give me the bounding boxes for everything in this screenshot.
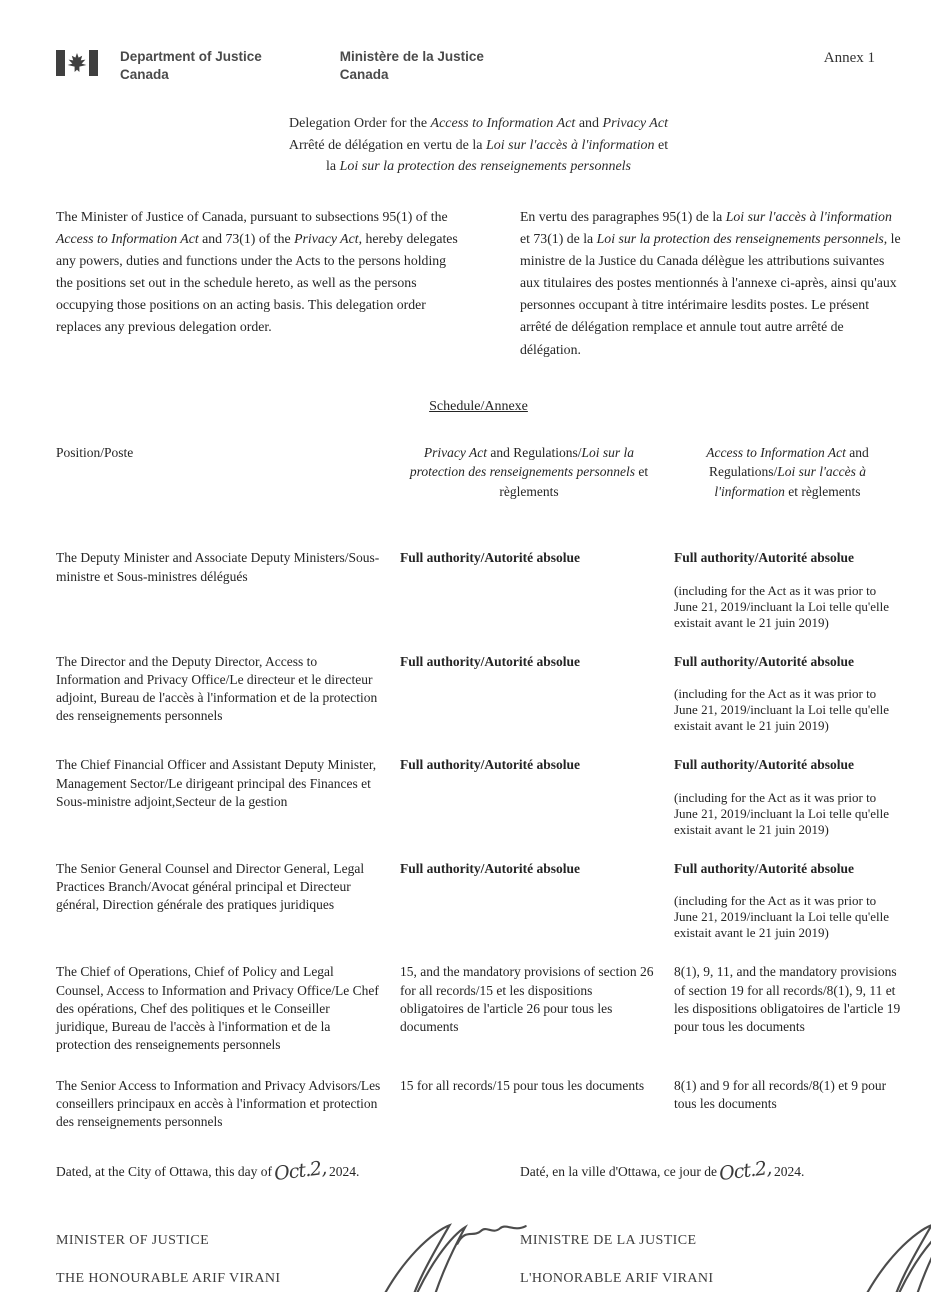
dept-en-line2: Canada (120, 66, 169, 82)
dated-line-fr (520, 1157, 901, 1186)
col-header-access-act: Access to Information Act and Regulations/Loi sur l'accès à l'information et règlements (706, 444, 869, 499)
handwritten-date-fr: Oct.2, (717, 1157, 773, 1186)
position-cell: The Chief of Operations, Chief of Policy and Legal Counsel, Access to Information and Privacy Office/Le Chef des opérations, Chef des politiques et le Conseiller juridique, Bureau de l'accès à l'information et de la protection des renseignements personnels (56, 964, 379, 1053)
ati-authority-main: Full authority/Autorité absolue (674, 860, 855, 876)
schedule-heading: Schedule/Annexe (429, 398, 528, 414)
privacy-authority-cell: Full authority/Autorité absolue (400, 757, 581, 773)
ati-authority-main: Full authority/Autorité absolue (674, 653, 855, 669)
table-header-row (56, 443, 901, 502)
minister-name-fr: L'HONORABLE ARIF VIRANI (520, 1271, 714, 1287)
title-line-2: Arrêté de délégation en vertu de la Loi sur l'accès à l'information et (288, 137, 669, 153)
col-header-position: Position/Poste (56, 444, 134, 460)
dept-fr-line2: Canada (339, 66, 389, 82)
privacy-authority-cell: Full authority/Autorité absolue (400, 860, 581, 876)
dated-text-en: Dated, at the City of Ottawa, this day of (56, 1164, 272, 1180)
privacy-authority-cell: 15 for all records/15 pour tous les documents (400, 1077, 645, 1093)
position-cell: The Chief Financial Officer and Assistant Deputy Minister, Management Sector/Le dirigeant principal des Finances et Sous-ministre adjoint,Secteur de la gestion (56, 757, 377, 809)
table-row (56, 860, 901, 942)
col-header-privacy-act: Privacy Act and Regulations/Loi sur la protection des renseignements personnels et règlements (409, 444, 649, 499)
dept-name-fr (340, 48, 484, 83)
prior-act-note: (including for the Act as it was prior to June 21, 2019/incluant la Loi telle qu'elle existait avant le 21 juin 2019) (674, 893, 889, 941)
canada-flag-icon (56, 50, 98, 81)
dated-text-fr: Daté, en la ville d'Ottawa, ce jour de (520, 1164, 717, 1180)
dated-line-en (56, 1157, 458, 1186)
dept-name-en (120, 48, 262, 83)
ati-authority-cell (674, 756, 901, 838)
table-row (56, 756, 901, 838)
minister-title-fr: MINISTRE DE LA JUSTICE (520, 1233, 697, 1249)
ati-authority-main: Full authority/Autorité absolue (674, 757, 855, 773)
minister-title-en: MINISTER OF JUSTICE (56, 1233, 210, 1249)
intro-section (56, 206, 901, 360)
signature-block-fr (520, 1233, 901, 1292)
privacy-authority-cell: Full authority/Autorité absolue (400, 653, 581, 669)
position-cell: The Senior Access to Information and Privacy Advisors/Les conseillers principaux en accès à l'information et protection des renseignements personnels (56, 1077, 381, 1129)
table-row (56, 963, 901, 1054)
annex-label: Annex 1 (823, 50, 875, 66)
intro-paragraph-en: The Minister of Justice of Canada, pursuant to subsections 95(1) of the Access to Information Act and 73(1) of the Privacy Act, hereby delegates any powers, duties and functions under the Acts to the persons holding the positions set out in the schedule hereto, as well as the persons occupying those positions on an acting basis. This delegation order replaces any previous delegation order. (56, 209, 458, 335)
prior-act-note: (including for the Act as it was prior to June 21, 2019/incluant la Loi telle qu'elle existait avant le 21 juin 2019) (674, 582, 889, 630)
privacy-authority-cell: 15, and the mandatory provisions of section 26 for all records/15 et les dispositions obligatoires de l'article 26 pour tous les documents (400, 964, 654, 1035)
table-row (56, 549, 901, 631)
title-line-3: la Loi sur la protection des renseignements personnels (326, 159, 631, 175)
prior-act-note: (including for the Act as it was prior to June 21, 2019/incluant la Loi telle qu'elle existait avant le 21 juin 2019) (674, 686, 889, 734)
privacy-authority-cell: Full authority/Autorité absolue (400, 550, 581, 566)
ati-authority-cell (674, 653, 901, 735)
position-cell: The Senior General Counsel and Director General, Legal Practices Branch/Avocat général principal et Directeur général, Direction générale des pratiques juridiques (56, 860, 365, 913)
position-cell: The Deputy Minister and Associate Deputy Ministers/Sous-ministre et Sous-ministres délégués (56, 550, 380, 584)
handwritten-date-en: Oct.2, (272, 1157, 328, 1186)
position-cell: The Director and the Deputy Director, Access to Information and Privacy Office/Le directeur et le directeur adjoint, Bureau de l'accès à l'information et de la protection des renseignements personnels (56, 653, 378, 724)
ati-authority-cell: 8(1), 9, 11, and the mandatory provisions of section 19 for all records/8(1), 9, 11 et les dispositions obligatoires de l'article 19 pour tous les documents (674, 964, 901, 1035)
document-header (56, 48, 901, 83)
title-line-1: Delegation Order for the Access to Information Act and Privacy Act (289, 116, 668, 132)
intro-paragraph-fr: En vertu des paragraphes 95(1) de la Loi sur l'accès à l'information et 73(1) de la Loi sur la protection des renseignements personnels, le ministre de la Justice du Canada délègue les attributions suivantes aux titulaires des postes mentionnés à l'annexe ci-après, ainsi qu'aux personnes occupant à titre intérimaire lesdits postes. Le présent arrêté de délégation remplace et annule tout autre arrêté de délégation. (520, 209, 901, 357)
table-body (56, 549, 901, 1131)
dept-en-line1: Department of Justice (120, 49, 262, 64)
dated-year-fr: 2024. (774, 1164, 805, 1180)
table-row (56, 653, 901, 735)
dept-fr-line1: Ministère de la Justice (339, 49, 484, 64)
dated-section (56, 1157, 901, 1186)
ati-authority-cell (674, 549, 901, 631)
prior-act-note: (including for the Act as it was prior to June 21, 2019/incluant la Loi telle qu'elle existait avant le 21 juin 2019) (674, 789, 889, 837)
arif-virani-signature-icon (838, 1217, 931, 1292)
signature-section (56, 1233, 901, 1292)
ati-authority-cell: 8(1) and 9 for all records/8(1) et 9 pour tous les documents (674, 1077, 887, 1111)
ati-authority-cell (674, 860, 901, 942)
dated-year-en: 2024. (328, 1164, 360, 1180)
table-row (56, 1077, 901, 1132)
ati-authority-main: Full authority/Autorité absolue (674, 550, 855, 566)
document-title (56, 113, 901, 178)
signature-block-en (56, 1233, 458, 1292)
minister-name-en: THE HONOURABLE ARIF VIRANI (56, 1271, 281, 1287)
